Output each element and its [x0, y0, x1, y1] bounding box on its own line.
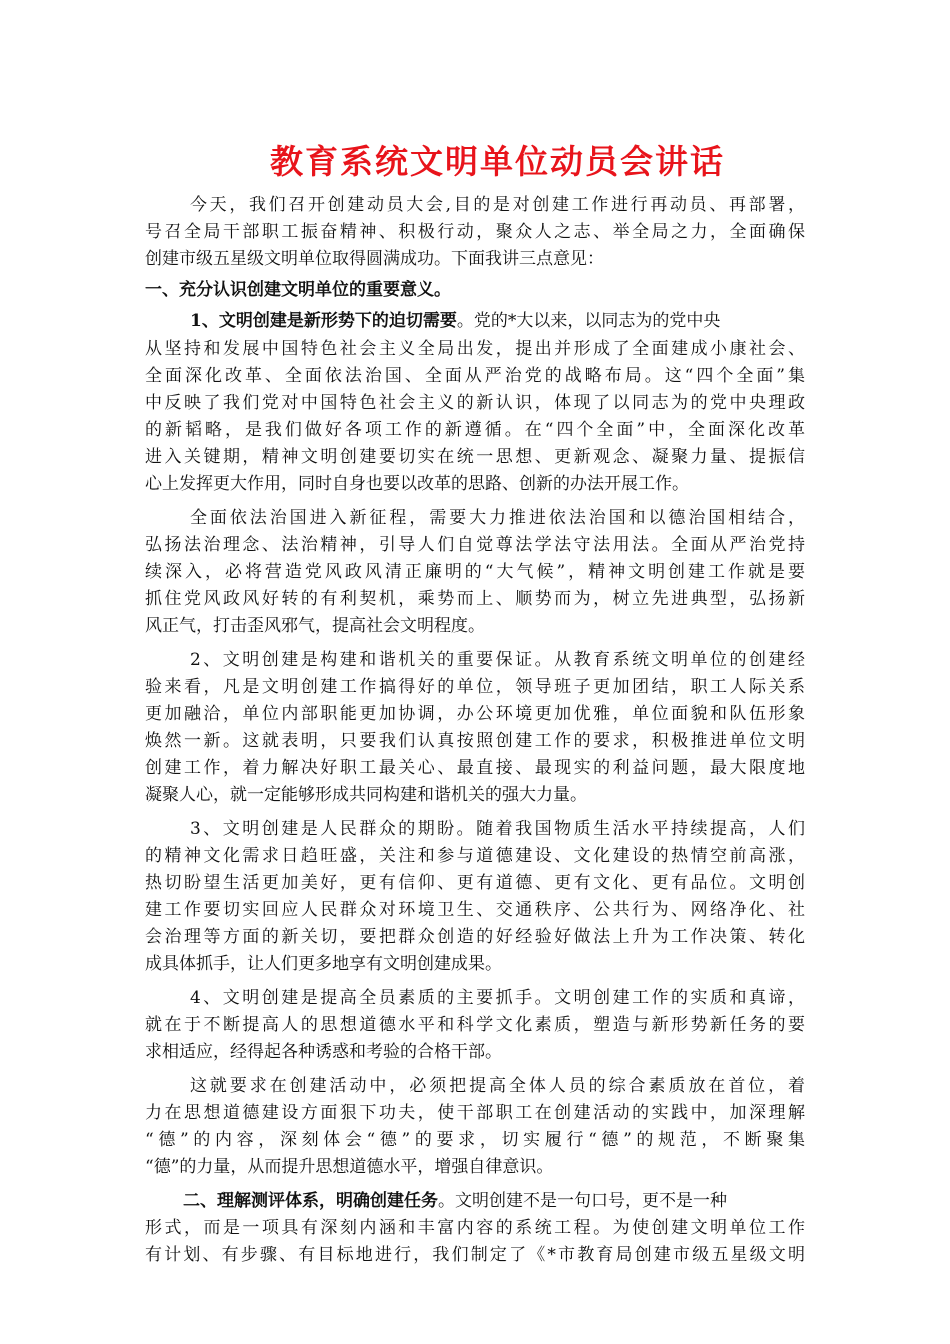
paragraph-line: “德”的内容，深刻体会“德”的要求，切实履行“德”的规范，不断聚集 — [145, 1130, 805, 1150]
paragraph-line: 进入关键期，精神文明创建要切实在统一思想、更新观念、凝聚力量、提振信 — [145, 447, 805, 467]
paragraph-line: 续深入，必将营造党风政风清正廉明的“大气候”，精神文明创建工作就是要 — [145, 562, 805, 582]
paragraph-line — [190, 306, 805, 336]
paragraph-line: 形式，而是一项具有深刻内涵和丰富内容的系统工程。为使创建文明单位工作 — [145, 1218, 805, 1238]
section-heading: 一、充分认识创建文明单位的重要意义。 — [145, 280, 451, 300]
section-heading: 二、理解测评体系，明确创建任务 — [183, 1191, 438, 1211]
paragraph-line: 创建市级五星级文明单位取得圆满成功。下面我讲三点意见： — [145, 249, 604, 269]
paragraph-line: 抓住党风政风好转的有利契机，乘势而上、顺势而为，树立先进典型，弘扬新 — [145, 589, 805, 609]
paragraph-line: 中反映了我们党对中国特色社会主义的新认识，体现了以同志为的党中央理政 — [145, 393, 805, 413]
paragraph-line: 会治理等方面的新关切，要把群众创造的好经验好做法上升为工作决策、转化 — [145, 927, 805, 947]
paragraph-line: 的新韬略，是我们做好各项工作的新遵循。在“四个全面”中，全面深化改革 — [145, 420, 805, 440]
paragraph-line: 验来看，凡是文明创建工作搞得好的单位，领导班子更加团结，职工人际关系 — [145, 677, 805, 697]
paragraph-line: 从坚持和发展中国特色社会主义全局出发，提出并形成了全面建成小康社会、 — [145, 339, 805, 359]
paragraph-lead: 1、文明创建是新形势下的迫切需要 — [190, 311, 457, 331]
paragraph-line: 弘扬法治理念、法治精神，引导人们自觉尊法学法守法用法。全面从严治党持 — [145, 535, 805, 555]
paragraph-line: 的精神文化需求日趋旺盛，关注和参与道德建设、文化建设的热情空前高涨， — [145, 846, 805, 866]
document-title: 教育系统文明单位动员会讲话 — [270, 142, 725, 181]
paragraph-line: 更加融洽，单位内部职能更加协调，办公环境更加优雅，单位面貌和队伍形象 — [145, 704, 805, 724]
paragraph-line: 全面深化改革、全面依法治国、全面从严治党的战略布局。这“四个全面”集 — [145, 366, 805, 386]
paragraph-line: 力在思想道德建设方面狠下功夫，使干部职工在创建活动的实践中，加深理解 — [145, 1103, 805, 1123]
paragraph-line: 热切盼望生活更加美好，更有信仰、更有道德、更有文化、更有品位。文明创 — [145, 873, 805, 893]
paragraph-line: 风正气，打击歪风邪气，提高社会文明程度。 — [145, 616, 485, 636]
paragraph-text: 。文明创建不是一句口号，更不是一种 — [438, 1191, 727, 1211]
paragraph-line: 这就要求在创建活动中，必须把提高全体人员的综合素质放在首位，着 — [190, 1076, 805, 1096]
paragraph-line: 焕然一新。这就表明，只要我们认真按照创建工作的要求，积极推进单位文明 — [145, 731, 805, 751]
paragraph-line: 号召全局干部职工振奋精神、积极行动，聚众人之志、举全局之力，全面确保 — [145, 222, 805, 242]
paragraph-line: 有计划、有步骤、有目标地进行，我们制定了《*市教育局创建市级五星级文明 — [145, 1245, 805, 1265]
paragraph-line: 凝聚人心，就一定能够形成共同构建和谐机关的强大力量。 — [145, 785, 587, 805]
paragraph-text: 。党的*大以来，以同志为的党中央 — [456, 311, 721, 331]
paragraph-line: 就在于不断提高人的思想道德水平和科学文化素质，塑造与新形势新任务的要 — [145, 1015, 805, 1035]
paragraph-line: 建工作要切实回应人民群众对环境卫生、交通秩序、公共行为、网络净化、社 — [145, 900, 805, 920]
paragraph-line: 今天，我们召开创建动员大会,目的是对创建工作进行再动员、再部署， — [190, 195, 805, 215]
paragraph-line: 3、文明创建是人民群众的期盼。随着我国物质生活水平持续提高，人们 — [190, 819, 805, 839]
paragraph-line: “德”的力量，从而提升思想道德水平，增强自律意识。 — [145, 1157, 554, 1177]
paragraph-line: 心上发挥更大作用，同时自身也要以改革的思路、创新的办法开展工作。 — [145, 474, 689, 494]
paragraph-line: 2、文明创建是构建和谐机关的重要保证。从教育系统文明单位的创建经 — [190, 650, 805, 670]
paragraph-line — [183, 1186, 805, 1216]
paragraph-line: 全面依法治国进入新征程，需要大力推进依法治国和以德治国相结合， — [190, 508, 805, 528]
paragraph-line: 求相适应，经得起各种诱惑和考验的合格干部。 — [145, 1042, 502, 1062]
paragraph-line: 成具体抓手，让人们更多地享有文明创建成果。 — [145, 954, 502, 974]
paragraph-line: 创建工作，着力解决好职工最关心、最直接、最现实的利益问题，最大限度地 — [145, 758, 805, 778]
paragraph-line: 4、文明创建是提高全员素质的主要抓手。文明创建工作的实质和真谛， — [190, 988, 805, 1008]
